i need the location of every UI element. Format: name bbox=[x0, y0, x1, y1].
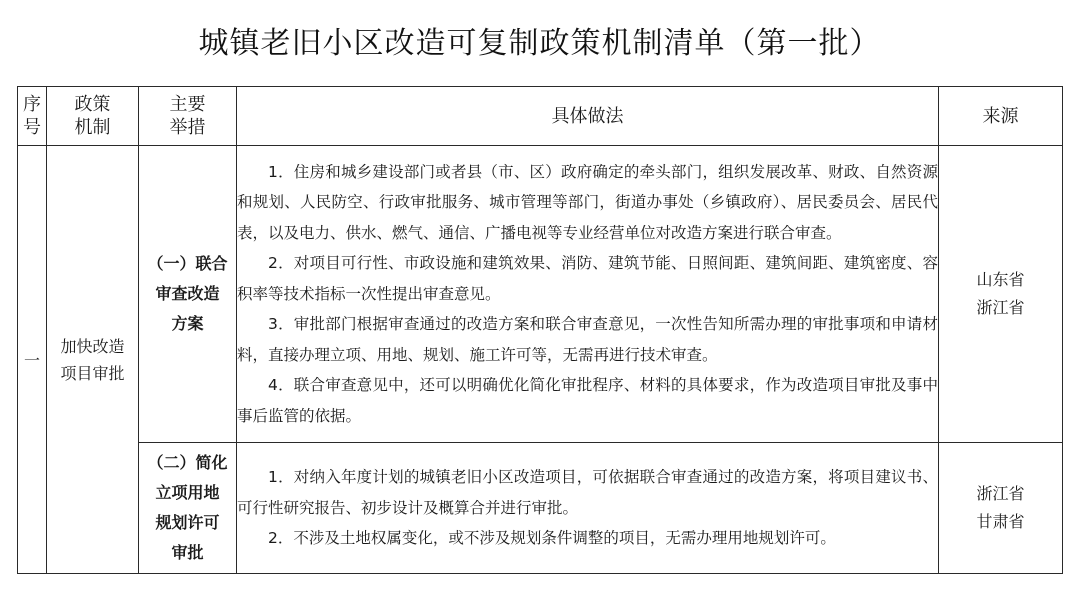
header-measure-line-1: 主要 bbox=[169, 94, 206, 115]
source-province: 浙江省 bbox=[976, 484, 1025, 503]
header-specific-practices: 具体做法 bbox=[237, 87, 939, 146]
mechanism-line-2: 项目审批 bbox=[60, 363, 125, 383]
measure-line: 规划许可 bbox=[155, 513, 220, 532]
header-mechanism-line-1: 政策 bbox=[74, 94, 111, 115]
policy-mechanism-cell bbox=[47, 146, 139, 574]
header-serial-line-1: 序 bbox=[23, 94, 41, 115]
page-title: 城镇老旧小区改造可复制政策机制清单（第一批） bbox=[198, 26, 881, 61]
table-row bbox=[18, 443, 1063, 574]
measure-line: 审批 bbox=[171, 543, 204, 562]
measure-line: 立项用地 bbox=[155, 483, 220, 502]
header-serial-number bbox=[18, 87, 47, 146]
source-cell-joint-review bbox=[939, 146, 1063, 443]
detail-cell-simplify-approval bbox=[237, 443, 939, 574]
detail-paragraph: 1．住房和城乡建设部门或者县（市、区）政府确定的牵头部门，组织发展改革、财政、自然资源和规划、人民防空、行政审批服务、城市管理等部门，街道办事处（乡镇政府）、居民委员会、居民代表，以及电力、供水、燃气、通信、广播电视等专业经营单位对改造方案进行联合审查。 bbox=[237, 162, 938, 242]
measure-cell-joint-review bbox=[139, 146, 237, 443]
serial-number-cell: 一 bbox=[18, 146, 47, 574]
measure-line: 审查改造 bbox=[155, 284, 220, 303]
detail-paragraph: 2．不涉及土地权属变化，或不涉及规划条件调整的项目，无需办理用地规划许可。 bbox=[268, 529, 836, 548]
detail-paragraph: 3．审批部门根据审查通过的改造方案和联合审查意见，一次性告知所需办理的审批事项和申请材料，直接办理立项、用地、规划、施工许可等，无需再进行技术审查。 bbox=[237, 315, 938, 364]
detail-paragraph: 1．对纳入年度计划的城镇老旧小区改造项目，可依据联合审查通过的改造方案，将项目建议书、可行性研究报告、初步设计及概算合并进行审批。 bbox=[237, 468, 938, 517]
source-province: 甘肃省 bbox=[976, 512, 1025, 531]
header-measure-line-2: 举措 bbox=[169, 117, 206, 138]
measure-line: （二）简化 bbox=[147, 453, 228, 472]
detail-cell-joint-review bbox=[237, 146, 939, 443]
source-cell-simplify-approval bbox=[939, 443, 1063, 574]
table-header-row bbox=[18, 87, 1063, 146]
source-province: 浙江省 bbox=[976, 298, 1025, 317]
measure-line: （一）联合 bbox=[147, 254, 228, 273]
source-province: 山东省 bbox=[976, 270, 1025, 289]
header-serial-line-2: 号 bbox=[23, 117, 41, 138]
measure-cell-simplify-approval bbox=[139, 443, 237, 574]
header-mechanism-line-2: 机制 bbox=[74, 117, 111, 138]
header-source: 来源 bbox=[939, 87, 1063, 146]
table-row bbox=[18, 146, 1063, 443]
policy-table bbox=[17, 86, 1063, 574]
detail-paragraph: 4．联合审查意见中，还可以明确优化简化审批程序、材料的具体要求，作为改造项目审批及事中事后监管的依据。 bbox=[237, 376, 938, 425]
measure-line: 方案 bbox=[171, 314, 204, 333]
header-policy-mechanism bbox=[47, 87, 139, 146]
header-main-measures bbox=[139, 87, 237, 146]
detail-paragraph: 2．对项目可行性、市政设施和建筑效果、消防、建筑节能、日照间距、建筑间距、建筑密度、容积率等技术指标一次性提出审查意见。 bbox=[237, 254, 938, 303]
mechanism-line-1: 加快改造 bbox=[60, 336, 125, 356]
